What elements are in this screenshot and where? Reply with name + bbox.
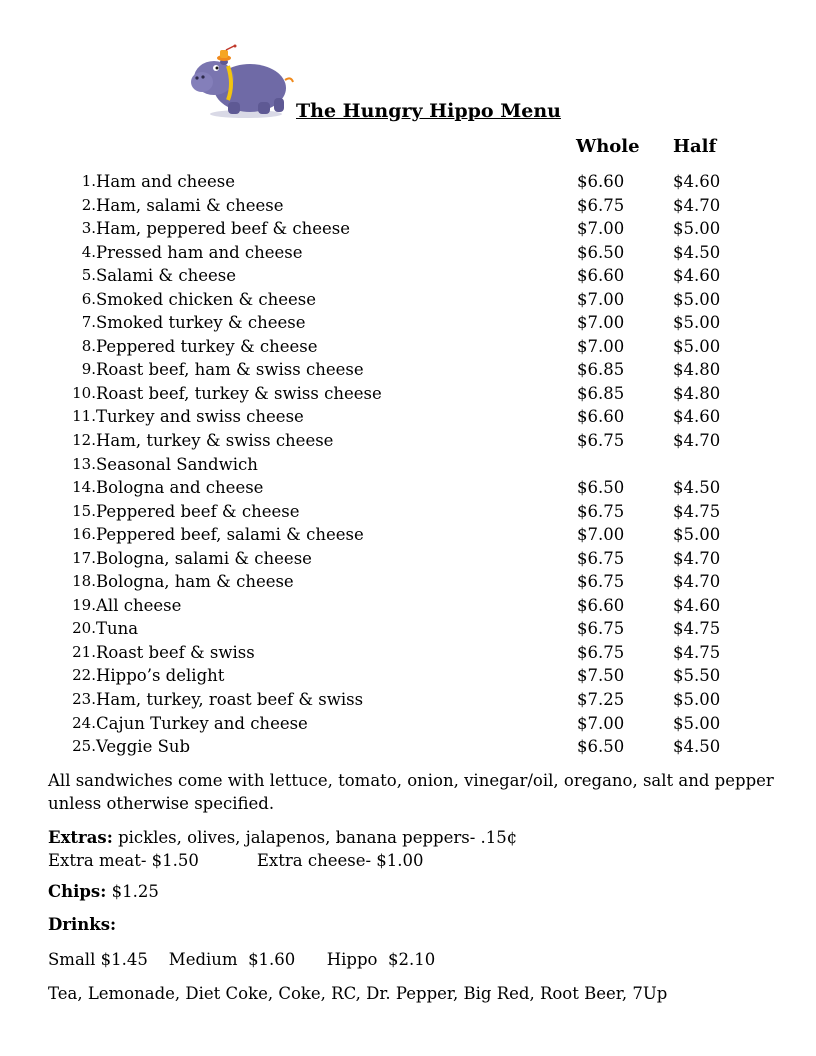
menu-item-whole-price: $6.85 — [577, 383, 625, 403]
menu-list — [60, 170, 760, 759]
menu-item-whole-price: $6.75 — [577, 548, 625, 568]
menu-item-number: 20. — [72, 619, 96, 638]
menu-item-half-price: $5.00 — [673, 525, 721, 545]
menu-item-number: 15. — [72, 501, 96, 520]
menu-item-name: Ham and cheese — [96, 172, 236, 191]
menu-item-name: Seasonal Sandwich — [96, 454, 258, 474]
menu-item — [60, 429, 760, 453]
chips-label: Chips: — [48, 882, 107, 901]
menu-item-half-price: $5.00 — [673, 289, 721, 309]
menu-item — [60, 500, 760, 524]
menu-item-half-price: $4.70 — [673, 431, 721, 451]
menu-item-whole-price: $6.60 — [577, 266, 625, 286]
menu-item — [60, 170, 760, 194]
menu-item-whole-price: $7.00 — [577, 713, 625, 733]
menu-item-whole-price: $6.60 — [577, 595, 625, 615]
menu-item — [60, 288, 760, 312]
menu-item-whole-price: $6.75 — [577, 619, 625, 639]
menu-item — [60, 735, 760, 759]
menu-item-whole-price: $6.60 — [577, 407, 625, 427]
menu-item-name: Peppered turkey & cheese — [96, 336, 318, 356]
menu-item-number: 24. — [72, 713, 96, 732]
menu-item-whole-price: $6.75 — [577, 642, 625, 662]
menu-item-half-price: $4.80 — [673, 360, 721, 380]
extra-meat: Extra meat- $1.50 — [48, 851, 199, 870]
menu-item-whole-price: $6.50 — [577, 478, 625, 498]
menu-item-name: Smoked turkey & cheese — [96, 313, 306, 333]
menu-item-half-price: $5.50 — [673, 666, 721, 686]
menu-item-name: Tuna — [96, 619, 139, 639]
menu-item-whole-price: $7.00 — [577, 219, 625, 239]
menu-item-half-price: $4.80 — [673, 383, 721, 403]
menu-item-name: Pressed ham and cheese — [96, 242, 303, 262]
menu-item-whole-price: $6.75 — [577, 501, 625, 521]
menu-item-half-price: $4.75 — [673, 642, 721, 662]
menu-item-whole-price: $6.75 — [577, 195, 625, 215]
menu-item-half-price: $5.00 — [673, 336, 721, 356]
menu-item — [60, 547, 760, 571]
menu-item-half-price: $4.50 — [673, 737, 721, 757]
menu-item-name: Cajun Turkey and cheese — [96, 713, 308, 733]
menu-item-name: Roast beef, turkey & swiss cheese — [96, 383, 382, 403]
menu-item-number: 21. — [72, 642, 96, 661]
menu-item-number: 18. — [72, 572, 96, 591]
menu-item-name: Bologna, salami & cheese — [96, 548, 312, 568]
menu-item-name: Smoked chicken & cheese — [96, 289, 317, 309]
menu-item-number: 17. — [72, 548, 96, 567]
menu-item-number: 14. — [72, 478, 96, 497]
menu-item-name: Ham, turkey, roast beef & swiss — [96, 690, 364, 710]
menu-item-number: 22. — [72, 666, 96, 685]
menu-item-half-price: $4.75 — [673, 501, 721, 521]
chips-section — [48, 882, 159, 901]
menu-item-whole-price: $6.60 — [577, 172, 625, 191]
extra-cheese: Extra cheese- $1.00 — [256, 851, 424, 870]
menu-item-number: 16. — [72, 525, 96, 544]
extras-section — [48, 826, 778, 872]
menu-item — [60, 453, 760, 477]
drink-sizes: Small $1.45 Medium $1.60 Hippo $2.10 — [48, 950, 436, 969]
menu-item-whole-price: $6.75 — [577, 572, 625, 592]
sandwich-note: All sandwiches come with lettuce, tomato, onion, vinegar/oil, oregano, salt and pepper unless otherwise specified. — [48, 771, 774, 813]
column-header-half: Half — [673, 136, 717, 157]
menu-item-whole-price: $7.00 — [577, 313, 625, 333]
menu-title: The Hungry Hippo Menu — [296, 100, 561, 122]
menu-item-half-price: $4.60 — [673, 266, 721, 286]
menu-item-number: 19. — [72, 595, 96, 614]
hippo-logo — [190, 44, 296, 120]
menu-item — [60, 594, 760, 618]
menu-item-half-price: $4.70 — [673, 572, 721, 592]
menu-item-number: 11. — [72, 407, 96, 426]
menu-item-whole-price: $7.00 — [577, 525, 625, 545]
menu-item-number: 9. — [81, 360, 96, 379]
menu-item — [60, 405, 760, 429]
menu-item — [60, 476, 760, 500]
menu-item-whole-price: $6.50 — [577, 242, 625, 262]
menu-item-number: 4. — [81, 242, 96, 261]
menu-item-whole-price: $6.75 — [577, 431, 625, 451]
menu-item-whole-price: $7.25 — [577, 690, 625, 710]
menu-item — [60, 712, 760, 736]
chips-price: $1.25 — [111, 882, 159, 901]
menu-item-name: Roast beef & swiss — [96, 642, 255, 662]
menu-item-number: 6. — [81, 289, 96, 308]
menu-item-name: Peppered beef, salami & cheese — [96, 525, 364, 545]
menu-item-half-price: $4.75 — [673, 619, 721, 639]
menu-item-half-price: $4.50 — [673, 478, 721, 498]
menu-item-name: Bologna, ham & cheese — [96, 572, 294, 592]
menu-item-whole-price: $6.85 — [577, 360, 625, 380]
menu-item-number: 12. — [72, 431, 96, 450]
menu-item — [60, 664, 760, 688]
menu-item — [60, 194, 760, 218]
hippo-mascot-icon — [190, 44, 296, 120]
menu-item — [60, 311, 760, 335]
menu-item-name: Hippo’s delight — [96, 666, 225, 686]
menu-item-number: 10. — [72, 383, 96, 402]
menu-item-name: Salami & cheese — [96, 266, 236, 286]
menu-item-number: 7. — [81, 313, 96, 332]
menu-item-half-price: $5.00 — [673, 313, 721, 333]
menu-item — [60, 641, 760, 665]
menu-item — [60, 570, 760, 594]
menu-item — [60, 688, 760, 712]
menu-item-name: Roast beef, ham & swiss cheese — [96, 360, 364, 380]
drinks-label: Drinks: — [48, 915, 117, 934]
menu-item-name: Ham, peppered beef & cheese — [96, 219, 351, 239]
menu-item-name: Veggie Sub — [96, 737, 191, 757]
menu-item-whole-price: $7.00 — [577, 289, 625, 309]
menu-item-half-price: $4.60 — [673, 407, 721, 427]
drink-flavors: Tea, Lemonade, Diet Coke, Coke, RC, Dr. Pepper, Big Red, Root Beer, 7Up — [48, 984, 668, 1003]
menu-item-number: 2. — [81, 195, 96, 214]
menu-item-number: 25. — [72, 737, 96, 756]
menu-item-name: Bologna and cheese — [96, 478, 264, 498]
menu-item-number: 13. — [72, 454, 96, 473]
menu-item-name: Turkey and swiss cheese — [96, 407, 304, 427]
menu-item — [60, 335, 760, 359]
extras-items: pickles, olives, jalapenos, banana peppers- .15¢ — [118, 828, 518, 847]
menu-item-name: All cheese — [96, 595, 182, 615]
menu-item-half-price: $4.50 — [673, 242, 721, 262]
menu-item-name: Ham, salami & cheese — [96, 195, 284, 215]
menu-item-half-price: $4.60 — [673, 172, 721, 191]
menu-item — [60, 617, 760, 641]
column-header-whole: Whole — [576, 136, 640, 157]
menu-item-half-price: $5.00 — [673, 690, 721, 710]
menu-item — [60, 358, 760, 382]
menu-item-number: 1. — [81, 172, 96, 190]
menu-item-half-price: $5.00 — [673, 219, 721, 239]
menu-item-name: Peppered beef & cheese — [96, 501, 300, 521]
menu-item — [60, 523, 760, 547]
menu-item-number: 5. — [81, 266, 96, 285]
menu-item-number: 3. — [81, 219, 96, 238]
extras-label: Extras: — [48, 828, 113, 847]
menu-item-half-price: $4.70 — [673, 548, 721, 568]
menu-item-whole-price: $7.50 — [577, 666, 625, 686]
menu-item-whole-price: $6.50 — [577, 737, 625, 757]
menu-item-whole-price: $7.00 — [577, 336, 625, 356]
menu-item — [60, 264, 760, 288]
menu-item-half-price: $4.70 — [673, 195, 721, 215]
menu-item-half-price: $4.60 — [673, 595, 721, 615]
menu-item-number: 8. — [81, 336, 96, 355]
menu-item-name: Ham, turkey & swiss cheese — [96, 431, 334, 451]
menu-item — [60, 382, 760, 406]
menu-item — [60, 217, 760, 241]
menu-item-half-price: $5.00 — [673, 713, 721, 733]
menu-item-number: 23. — [72, 690, 96, 709]
menu-item — [60, 241, 760, 265]
